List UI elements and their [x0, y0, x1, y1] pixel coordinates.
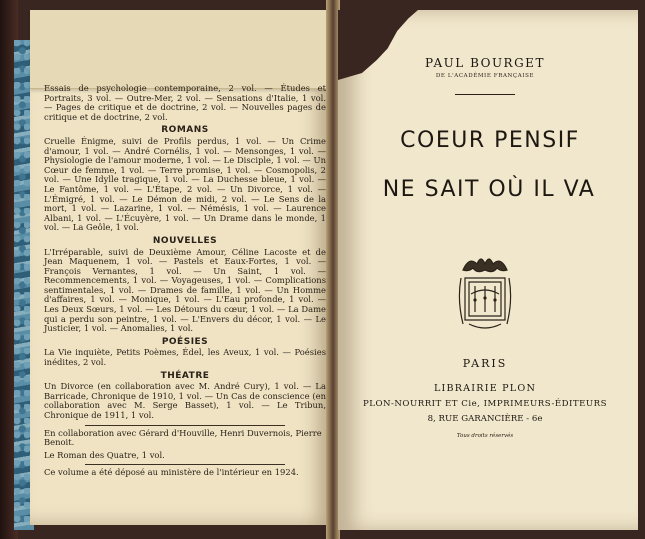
publication-city: PARIS: [462, 357, 508, 370]
deposit-note: Ce volume a été déposé au ministère de l'intérieur en 1924.: [44, 467, 299, 478]
poesies-text: La Vie inquiète, Petits Poèmes, Édel, les Aveux, 1 vol. — Poésies inédites, 2 vol.: [44, 347, 326, 368]
publisher-imprint: PLON-NOURRIT ET Cie, IMPRIMEURS-ÉDITEURS: [362, 399, 608, 409]
oeuvres-text: Essais de psychologie contemporaine, 2 vol. — Études et Portraits, 3 vol. — Outre-Mer, 2 vol. — Sensations d'Italie, 1 vol. — Pages de critique et de doctrine, 2 vol. — Nouvelles pages de critique et de doctrine, 2 vol.: [44, 83, 326, 122]
author-affiliation: DE L'ACADÉMIE FRANÇAISE: [435, 73, 535, 79]
theatre-text: Un Divorce (en collaboration avec M. André Cury), 1 vol. — La Barricade, Chronique de 1910, 1 vol. — Un Cas de conscience (en collaboration avec M. Serge Basset), 1 vol. — Le Tribun, Chronique de 1911, 1 vol.: [44, 381, 326, 420]
collaboration-work: Le Roman des Quatre, 1 vol.: [44, 449, 165, 460]
bibliography-list: [44, 84, 326, 478]
poesies-heading: POÉSIES: [161, 336, 209, 347]
publisher-emblem-icon: [455, 250, 515, 335]
rights-notice: Tous droits réservés: [456, 433, 514, 439]
divider: [85, 425, 285, 426]
folded-flap: [30, 10, 332, 89]
publisher-address: 8, RUE GARANCIÈRE - 6e: [427, 414, 543, 424]
nouvelles-text: L'Irréparable, suivi de Deuxième Amour, Céline Lacoste et de Jean Maquenem, 1 vol. — Pastels et Eaux-Fortes, 1 vol. — François Vernantes, 1 vol. — Un Saint, 1 vol. — Recommencements, 1 vol. — Voyageuses, 1 vol. — Complications sentimentales, 1 vol. — Drames de famille, 1 vol. — Un Homme d'affaires, 1 vol. — Monique, 1 vol. — L'Eau profonde, 1 vol. — Les Deux Sœurs, 1 vol. — Les Détours du cœur, 1 vol. — La Dame qui a perdu son peintre, 1 vol. — L'Envers du décor, 1 vol. — Le Justicier, 1 vol. — Anomalies, 1 vol.: [44, 246, 326, 334]
collaboration-text: En collaboration avec Gérard d'Houville, Henri Duvernois, Pierre Benoit.: [44, 427, 322, 448]
publisher-name: LIBRAIRIE PLON: [433, 383, 537, 394]
author-name: PAUL BOURGET: [425, 56, 545, 70]
romans-heading: ROMANS: [161, 125, 209, 136]
nouvelles-heading: NOUVELLES: [152, 235, 218, 246]
book-title-line2: NE SAIT OÙ IL VA: [382, 177, 596, 202]
romans-text: Cruelle Énigme, suivi de Profils perdus, 1 vol. — Un Crime d'amour, 1 vol. — André Cornélis, 1 vol. — Mensonges, 1 vol. — Physiologie de l'amour moderne, 1 vol. — Le Disciple, 1 vol. — Un Cœur de femme, 1 vol. — Terre promise, 1 vol. — Cosmopolis, 2 vol. — Une Idylle tragique, 1 vol. — La Duchesse bleue, 1 vol. — Le Fantôme, 1 vol. — L'Étape, 2 vol. — Un Divorce, 1 vol. — L'Émigré, 1 vol. — Le Démon de midi, 2 vol. — Le Sens de la mort, 1 vol. — Lazarine, 1 vol. — Némésis, 1 vol. — Laurence Albani, 1 vol. — L'Écuyère, 1 vol. — Un Drame dans le monde, 1 vol. — La Geôle, 1 vol.: [44, 135, 326, 233]
divider: [85, 464, 285, 465]
title-rule: [455, 94, 515, 95]
book-title-line1: COEUR PENSIF: [400, 128, 580, 153]
theatre-heading: THÉATRE: [160, 370, 210, 381]
